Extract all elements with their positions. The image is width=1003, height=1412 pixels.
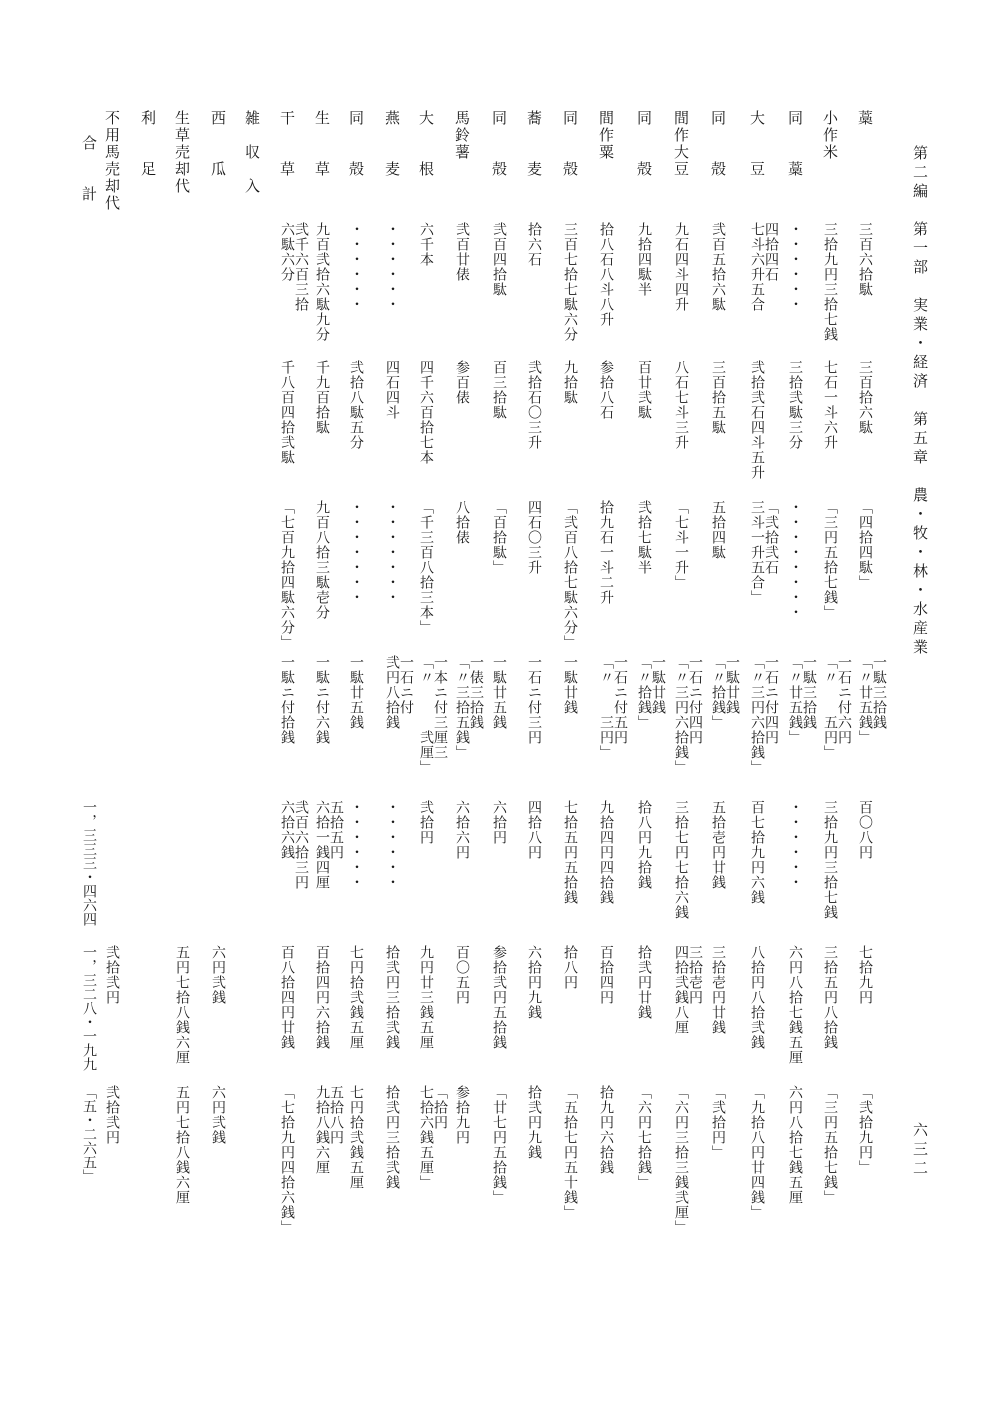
table-cell: 一本ニ付三厘三 「〃 弐厘」 <box>418 655 448 775</box>
table-cell: 拾八円 <box>562 945 578 990</box>
table-cell: 五拾五円 六拾一銭四厘 <box>314 800 344 890</box>
table-cell: 拾弐円九銭 <box>526 1085 542 1160</box>
table-cell: 百拾四円 <box>598 945 614 1005</box>
table-cell: 弐百五拾六駄 <box>710 222 726 312</box>
row-label: 間作大豆 <box>672 110 690 178</box>
table-cell: 拾六石 <box>526 222 542 267</box>
table-cell: 一駄廿五銭 <box>491 655 507 730</box>
table-cell: 百〇八円 <box>857 800 873 860</box>
table-cell: 弐拾八駄五分 <box>348 360 364 450</box>
table-cell: 弐拾円 <box>418 800 434 845</box>
row-label: 雑 収 入 <box>243 110 261 195</box>
row-label: 大 豆 <box>748 110 766 178</box>
table-cell: 三拾九円三拾七銭 <box>822 800 838 920</box>
table-cell: 「七拾九円四拾六銭」 <box>279 1085 295 1235</box>
table-cell: 百三拾駄 <box>491 360 507 420</box>
row-label: 燕 麦 <box>383 110 401 178</box>
table-cell: 一石ニ付 弐円八拾銭 <box>384 655 414 730</box>
table-cell: 四石〇三升 <box>526 500 542 575</box>
table-cell: 「七斗一升」 <box>673 500 689 590</box>
row-label: 同 藁 <box>786 110 804 178</box>
table-cell: 三百拾五駄 <box>710 360 726 435</box>
table-cell: 一駄ニ付六銭 <box>314 655 330 745</box>
table-cell: ・・・・・・ <box>348 222 364 312</box>
table-cell: 七円拾弐銭五厘 <box>348 945 364 1050</box>
table-cell: 三百七拾七駄六分 <box>562 222 578 342</box>
table-cell: ・・・・・・ <box>384 800 400 890</box>
table-cell: 参百俵 <box>454 360 470 405</box>
row-label: 同 殻 <box>635 110 653 178</box>
table-cell: 一駄廿五銭 <box>348 655 364 730</box>
table-cell: 一石ニ付五円 「〃 三円」 <box>598 655 628 760</box>
table-cell: 「廿七円五拾銭」 <box>491 1085 507 1205</box>
table-cell: 四拾八円 <box>526 800 542 860</box>
table-cell: 弐百四拾駄 <box>491 222 507 297</box>
row-label: 間作粟 <box>597 110 615 161</box>
table-cell: 一石ニ付四円 「〃三円六拾銭」 <box>749 655 779 775</box>
table-cell: 「弐拾九円」 <box>857 1085 873 1175</box>
table-cell: 三拾九円三拾七銭 <box>822 222 838 342</box>
row-label: 馬鈴薯 <box>453 110 471 161</box>
total-cell: 「五・二六五」 <box>81 1085 97 1183</box>
table-cell: 六円八拾七銭五厘 <box>787 1085 803 1205</box>
table-cell: 六拾六円 <box>454 800 470 860</box>
row-label: 不用馬売却代 <box>103 110 121 212</box>
table-cell: 五円七拾八銭六厘 <box>174 1085 190 1205</box>
table-cell: 拾八円九拾銭 <box>636 800 652 890</box>
row-label: 生 草 <box>313 110 331 178</box>
table-cell: 八石七斗三升 <box>673 360 689 450</box>
table-cell: 「九拾八円廿四銭」 <box>749 1085 765 1220</box>
table-cell: 八拾俵 <box>454 500 470 545</box>
table-cell: 拾八石八斗八升 <box>598 222 614 327</box>
table-cell: 百廿弐駄 <box>636 360 652 420</box>
row-label: 生草売却代 <box>173 110 191 195</box>
table-cell: 「五拾七円五十銭」 <box>562 1085 578 1220</box>
table-cell: 参拾九円 <box>454 1085 470 1145</box>
table-cell: 六円八拾七銭五厘 <box>787 945 803 1065</box>
table-cell: 八拾円八拾弐銭 <box>749 945 765 1050</box>
table-cell: 百拾四円六拾銭 <box>314 945 330 1050</box>
table-cell: ・・・・・・・ <box>348 500 364 605</box>
table-cell: ・・・・・・ <box>787 800 803 890</box>
row-label: 同 殻 <box>561 110 579 178</box>
table-cell: 参拾弐円五拾銭 <box>491 945 507 1050</box>
table-cell: 七拾九円 <box>857 945 873 1005</box>
table-cell: 弐千六百三拾 六駄六分 <box>279 222 309 312</box>
table-cell: 九拾駄 <box>562 360 578 405</box>
table-cell: 三拾七円七拾六銭 <box>673 800 689 920</box>
table-cell: 九百八拾三駄壱分 <box>314 500 330 620</box>
table-cell: 九百弐拾六駄九分 <box>314 222 330 342</box>
table-cell: 七拾五円五拾銭 <box>562 800 578 905</box>
table-cell: 百七拾九円六銭 <box>749 800 765 905</box>
table-cell: 六円弐銭 <box>210 945 226 1005</box>
table-cell: 千九百拾駄 <box>314 360 330 435</box>
table-cell: 一駄廿銭 <box>562 655 578 715</box>
table-cell: 弐拾石〇三升 <box>526 360 542 450</box>
row-label: 藁 <box>856 110 874 127</box>
table-cell: 九円廿三銭五厘 <box>418 945 434 1050</box>
table-cell: 一駄ニ付拾銭 <box>279 655 295 745</box>
table-cell: 三拾壱円廿銭 <box>710 945 726 1035</box>
table-cell: 三拾五円八拾銭 <box>822 945 838 1050</box>
table-cell: 四拾四石 七斗六升五合 <box>749 222 779 312</box>
table-cell: 一駄廿銭 「〃拾銭」 <box>636 655 666 730</box>
table-cell: 四千六百拾七本 <box>418 360 434 465</box>
row-label: 蕎 麦 <box>525 110 543 178</box>
table-cell: 四石四斗 <box>384 360 400 420</box>
table-cell: 九石四斗四升 <box>673 222 689 312</box>
table-cell: 拾弐円廿銭 <box>636 945 652 1020</box>
table-cell: 七円拾弐銭五厘 <box>348 1085 364 1190</box>
row-label: 小作米 <box>821 110 839 161</box>
total-label: 合 計 <box>80 135 98 203</box>
table-cell: 百八拾四円廿銭 <box>279 945 295 1050</box>
table-cell: 一石ニ付四円 「〃三円六拾銭」 <box>673 655 703 775</box>
row-label: 干 草 <box>278 110 296 178</box>
table-cell: 百〇五円 <box>454 945 470 1005</box>
row-label: 同 殻 <box>490 110 508 178</box>
table-cell: 九拾四駄半 <box>636 222 652 297</box>
table-cell: 弐百六拾三円 六拾六銭 <box>279 800 309 890</box>
table-cell: 五拾八円 九拾八銭六厘 <box>314 1085 344 1175</box>
table-cell: 九拾四円四拾銭 <box>598 800 614 905</box>
table-cell: 五拾壱円廿銭 <box>710 800 726 890</box>
table-cell: 「三円五拾七銭」 <box>822 1085 838 1205</box>
table-cell: 三百六拾駄 <box>857 222 873 297</box>
table-cell: 「三円五拾七銭」 <box>822 500 838 620</box>
table-cell: 一俵三拾銭 「〃三拾五銭」 <box>454 655 484 760</box>
table-cell: 弐拾弐石四斗五升 <box>749 360 765 480</box>
table-cell: 五円七拾八銭六厘 <box>174 945 190 1065</box>
table-cell: 拾九円六拾銭 <box>598 1085 614 1175</box>
total-cell: 一，三二八・一九九 <box>81 945 97 1071</box>
row-label: 大 根 <box>417 110 435 178</box>
row-label: 同 殻 <box>709 110 727 178</box>
table-cell: 「六円三拾三銭弐厘」 <box>673 1085 689 1235</box>
table-cell: 三拾弐駄三分 <box>787 360 803 450</box>
table-cell: 弐拾七駄半 <box>636 500 652 575</box>
table-cell: 六円弐銭 <box>210 1085 226 1145</box>
table-cell: 六拾円九銭 <box>526 945 542 1020</box>
table-cell: 「六円七拾銭」 <box>636 1085 652 1190</box>
total-cell: 一，三三三・四六四 <box>81 800 97 926</box>
row-label: 西 瓜 <box>209 110 227 178</box>
table-cell: 拾弐円三拾弐銭 <box>384 945 400 1050</box>
row-label: 同 殻 <box>347 110 365 178</box>
table-cell: 「弐拾弐石 三斗一升五合」 <box>749 500 779 605</box>
table-cell: 拾九石一斗二升 <box>598 500 614 605</box>
table-cell: 一石ニ付三円 <box>526 655 542 745</box>
table-cell: 「七百九拾四駄六分」 <box>279 500 295 650</box>
table-cell: 参拾八石 <box>598 360 614 420</box>
table-cell: 弐百廿俵 <box>454 222 470 282</box>
page-number: 六三二 <box>911 1122 929 1179</box>
table-cell: ・・・・・・ <box>384 222 400 312</box>
table-cell: ・・・・・・・・ <box>787 500 803 620</box>
table-cell: 五拾四駄 <box>710 500 726 560</box>
table-cell: 一駄三拾銭 「〃廿五銭」 <box>787 655 817 745</box>
table-cell: 弐拾弐円 <box>104 945 120 1005</box>
row-label: 利 足 <box>139 110 157 178</box>
table-cell: 一石ニ付六円 「〃 五円」 <box>822 655 852 760</box>
running-head: 第二編 第一部 実業・経済 第五章 農・牧・林・水産業 <box>911 145 929 658</box>
table-cell: 七石一斗六升 <box>822 360 838 450</box>
table-cell: ・・・・・・・ <box>384 500 400 605</box>
table-cell: ・・・・・・ <box>348 800 364 890</box>
table-cell: 「百拾駄」 <box>491 500 507 575</box>
table-cell: 「弐百八拾七駄六分」 <box>562 500 578 650</box>
table-cell: 「弐拾円」 <box>710 1085 726 1160</box>
table-cell: 千八百四拾弐駄 <box>279 360 295 465</box>
table-cell: 一駄廿銭 「〃拾銭」 <box>710 655 740 730</box>
table-cell: 弐拾弐円 <box>104 1085 120 1145</box>
table-cell: 「四拾四駄」 <box>857 500 873 590</box>
table-cell: 三拾壱円 四拾弐銭八厘 <box>673 945 703 1035</box>
table-cell: 「千三百八拾三本」 <box>418 500 434 635</box>
table-cell: 三百拾六駄 <box>857 360 873 435</box>
table-cell: ・・・・・・ <box>787 222 803 312</box>
table-cell: 「拾円 七拾六銭五厘」 <box>418 1085 448 1190</box>
table-cell: 六千本 <box>418 222 434 267</box>
table-cell: 六拾円 <box>491 800 507 845</box>
table-cell: 一駄三拾銭 「〃廿五銭」 <box>857 655 887 745</box>
table-cell: 拾弐円三拾弐銭 <box>384 1085 400 1190</box>
